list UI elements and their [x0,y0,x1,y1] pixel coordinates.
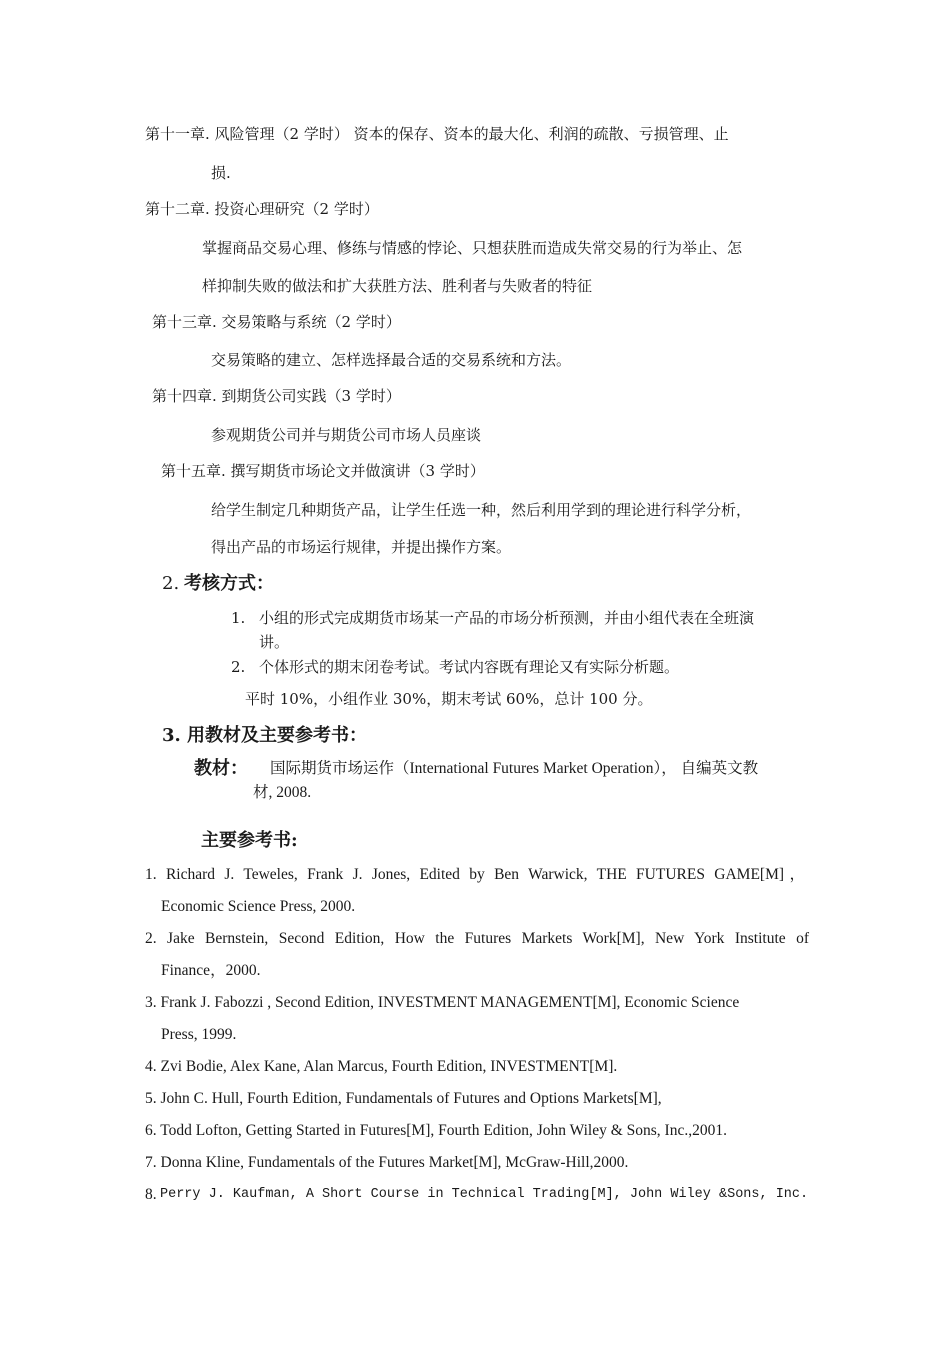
reference-5: 5. John C. Hull, Fourth Edition, Fundamentals of Futures and Options Markets[M], [145,1090,662,1107]
references-heading: 主要参考书: [201,830,298,851]
textbooks-heading: 3. 用教材及主要参考书： [162,725,368,746]
chapter-13-body: 交易策略的建立、怎样选择最合适的交易系统和方法。 [211,351,572,369]
reference-3-line-2: Press, 1999. [161,1026,237,1043]
chapter-15-body-line-1: 给学生制定几种期货产品，让学生任选一种，然后利用学到的理论进行科学分析， [211,501,752,519]
textbook-title-line-2: 材, 2008. [253,784,312,801]
assessment-item-1-line-2: 讲。 [259,633,290,651]
textbook-title-line-1: 国际期货市场运作（International Futures Market Operation）， 自编英文教 [270,760,759,777]
chapter-12-body-line-2: 样抑制失败的做法和扩大获胜方法、胜利者与失败者的特征 [202,277,593,295]
reference-7: 7. Donna Kline, Fundamentals of the Futures Market[M], McGraw-Hill,2000. [145,1154,629,1171]
assessment-item-2-line-1: 个体形式的期末闭卷考试。考试内容既有理论又有实际分析题。 [259,658,680,676]
reference-3-line-1: 3. Frank J. Fabozzi , Second Edition, INVESTMENT MANAGEMENT[M], Economic Science [145,994,740,1011]
reference-8-number: 8. [145,1186,157,1203]
assessment-title: 考核方式： [183,573,274,594]
chapter-13-title: 第十三章. 交易策略与系统（2 学时） [152,313,401,331]
reference-6: 6. Todd Lofton, Getting Started in Futures[M], Fourth Edition, John Wiley & Sons, Inc.,2001. [145,1122,727,1139]
grading-breakdown: 平时 10%，小组作业 30%，期末考试 60%，总计 100 分。 [245,690,653,708]
reference-4: 4. Zvi Bodie, Alex Kane, Alan Marcus, Fourth Edition, INVESTMENT[M]. [145,1058,618,1075]
textbook-label: 教材： [194,758,248,779]
chapter-12-title: 第十二章. 投资心理研究（2 学时） [145,200,379,218]
chapter-14-body: 参观期货公司并与期货公司市场人员座谈 [211,426,482,444]
reference-2-line-2: Finance，2000. [161,962,261,979]
reference-1-line-2: Economic Science Press, 2000. [161,898,356,915]
assessment-number: 2. [162,573,180,594]
assessment-item-2-number: 2. [231,658,246,676]
assessment-item-1-number: 1. [231,609,246,627]
assessment-item-1-line-1: 小组的形式完成期货市场某一产品的市场分析预测，并由小组代表在全班演 [259,609,755,627]
chapter-15-title: 第十五章. 撰写期货市场论文并做演讲（3 学时） [161,462,485,480]
textbook-line [194,758,248,780]
reference-1-line-1: 1. Richard J. Teweles, Frank J. Jones, Edited by Ben Warwick, THE FUTURES GAME[M]， [145,866,805,883]
chapter-15-body-line-2: 得出产品的市场运行规律，并提出操作方案。 [211,538,512,556]
chapter-11-continuation: 损. [211,164,231,182]
assessment-heading [162,572,274,596]
reference-2-line-1: 2. Jake Bernstein, Second Edition, How the Futures Markets Work[M], New York Institute of [145,930,809,947]
chapter-12-body-line-1: 掌握商品交易心理、修练与情感的悖论、只想获胜而造成失常交易的行为举止、怎 [202,239,743,257]
chapter-14-title: 第十四章. 到期货公司实践（3 学时） [152,387,401,405]
reference-8: Perry J. Kaufman, A Short Course in Technical Trading[M], John Wiley &Sons, Inc. [160,1187,809,1202]
chapter-11-line: 第十一章. 风险管理（2 学时） 资本的保存、资本的最大化、利润的疏散、亏损管理、止 [145,125,729,143]
